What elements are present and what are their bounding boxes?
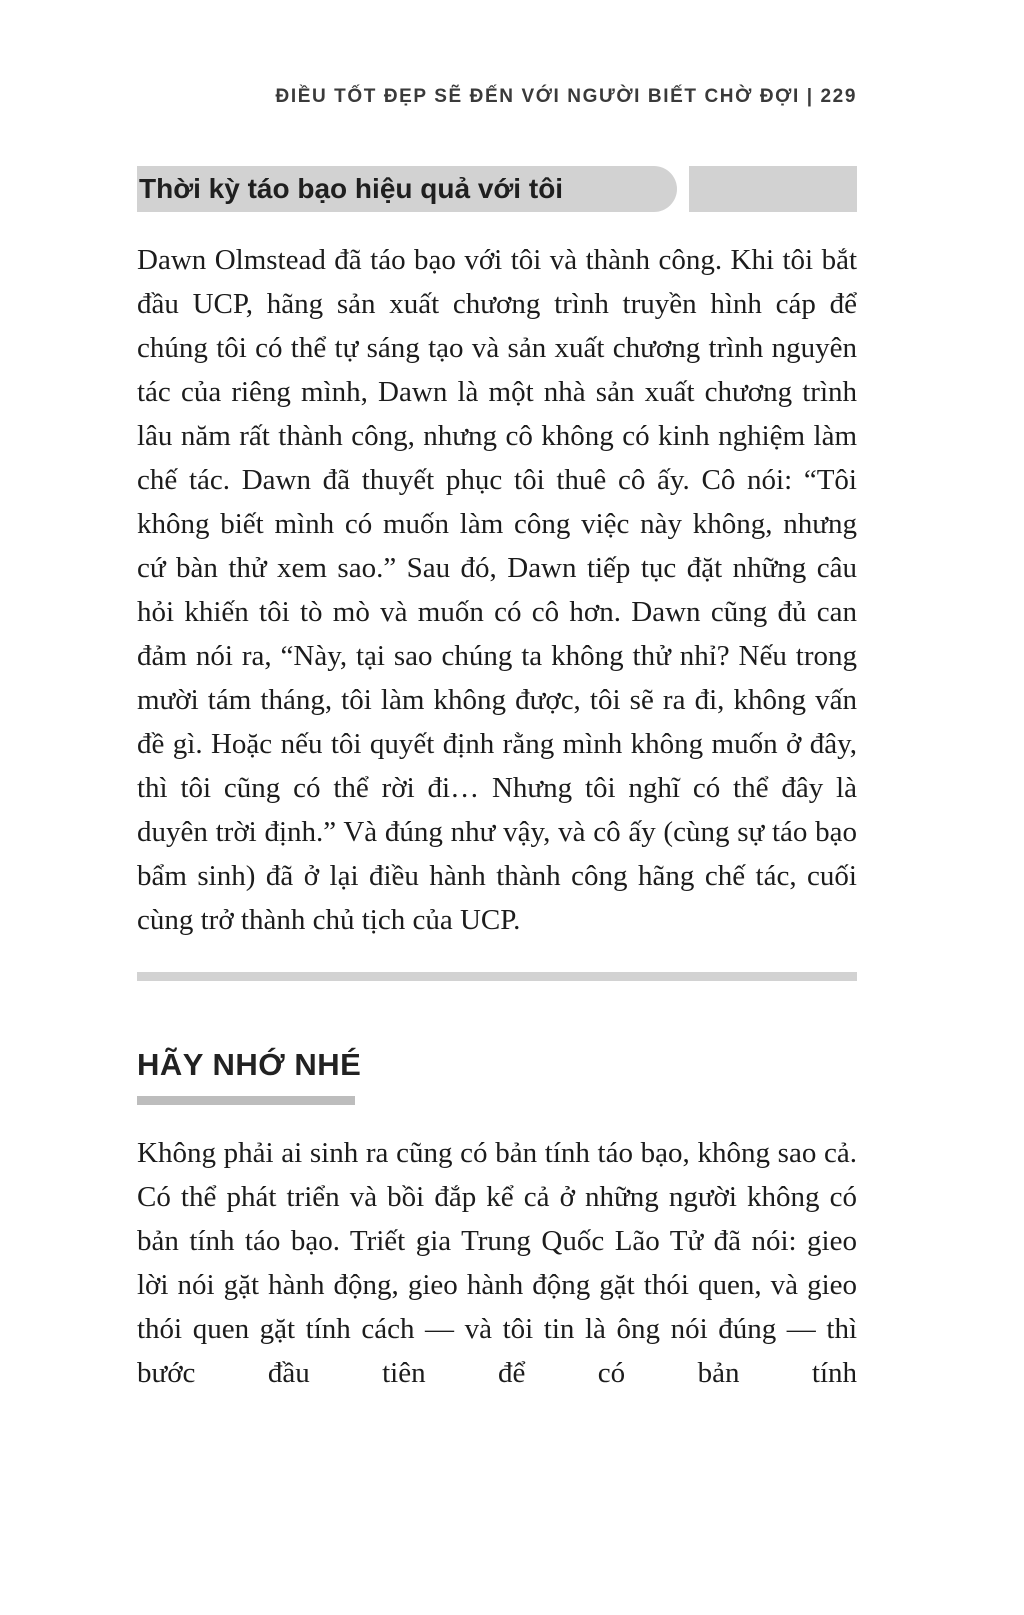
banner-tail-shape: [689, 166, 857, 212]
remember-heading: HÃY NHỚ NHÉ: [137, 1047, 362, 1082]
page-content: [137, 0, 857, 1395]
section-title: Thời kỳ táo bạo hiệu quả với tôi: [139, 173, 564, 204]
section-divider: [137, 972, 857, 981]
section-banner: [137, 166, 857, 212]
running-header: ĐIỀU TỐT ĐẸP SẼ ĐẾN VỚI NGƯỜI BIẾT CHỜ ĐỢI | 229: [275, 86, 857, 107]
remember-paragraph: Không phải ai sinh ra cũng có bản tính táo bạo, không sao cả. Có thể phát triển và bồi đắp kể cả ở những người không có bản tính táo bạo. Triết gia Trung Quốc Lão Tử đã nói: gieo lời nói gặt hành động, gieo hành động gặt thói quen, và gieo thói quen gặt tính cách — và tôi tin là ông nói đúng — thì bước đầu tiên để có bản tính: [137, 1137, 857, 1389]
story-paragraph: Dawn Olmstead đã táo bạo với tôi và thành công. Khi tôi bắt đầu UCP, hãng sản xuất chương trình truyền hình cáp để chúng tôi có thể tự sáng tạo và sản xuất chương trình nguyên tác của riêng mình, Dawn là một nhà sản xuất chương trình lâu năm rất thành công, nhưng cô không có kinh nghiệm làm chế tác. Dawn đã thuyết phục tôi thuê cô ấy. Cô nói: “Tôi không biết mình có muốn làm công việc này không, nhưng cứ bàn thử xem sao.” Sau đó, Dawn tiếp tục đặt những câu hỏi khiến tôi tò mò và muốn có cô hơn. Dawn cũng đủ can đảm nói ra, “Này, tại sao chúng ta không thử nhỉ? Nếu trong mười tám tháng, tôi làm không được, tôi sẽ ra đi, không vấn đề gì. Hoặc nếu tôi quyết định rằng mình không muốn ở đây, thì tôi cũng có thể rời đi… Nhưng tôi nghĩ có thể đây là duyên trời định.” Và đúng như vậy, và cô ấy (cùng sự táo bạo bẩm sinh) đã ở lại điều hành thành công hãng chế tác, cuối cùng trở thành chủ tịch của UCP.: [137, 244, 857, 936]
remember-heading-underline: [137, 1096, 355, 1105]
